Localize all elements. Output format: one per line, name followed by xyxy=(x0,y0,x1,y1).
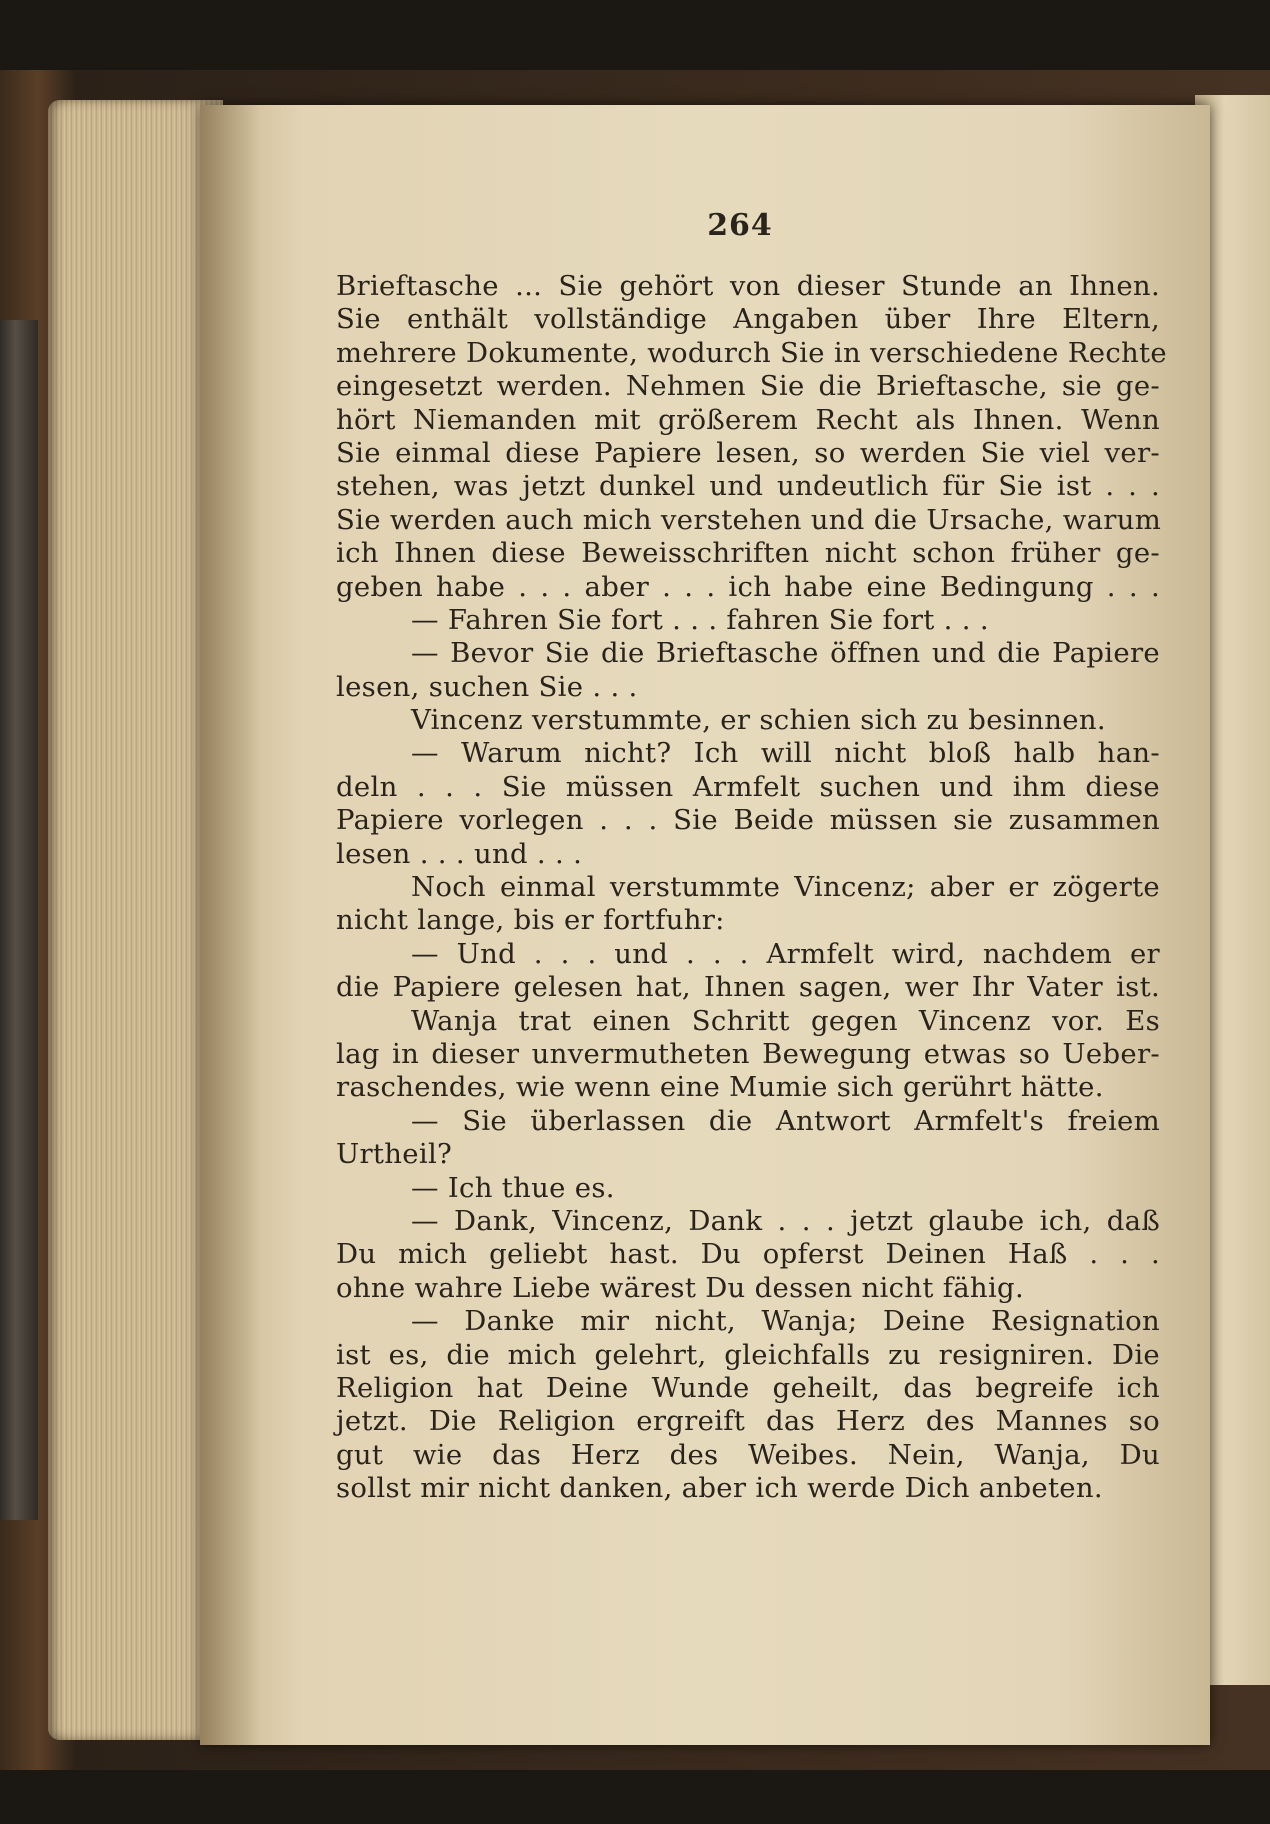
page-edges xyxy=(48,100,223,1740)
text-line: — Danke mir nicht, Wanja; Deine Resignation xyxy=(411,1305,1160,1338)
text-line: hört Niemanden mit größerem Recht als Ihnen. Wenn xyxy=(336,403,1160,436)
text-line: gut wie das Herz des Weibes. Nein, Wanja, Du xyxy=(336,1438,1160,1471)
text-line: — Ich thue es. xyxy=(411,1171,615,1204)
text-line: nicht lange, bis er fortfuhr: xyxy=(336,904,725,937)
text-line: die Papiere gelesen hat, Ihnen sagen, wer Ihr Vater ist. xyxy=(336,971,1160,1004)
text-line: lesen, suchen Sie . . . xyxy=(336,670,638,703)
worn-spine xyxy=(0,320,38,1520)
text-line: jetzt. Die Religion ergreift das Herz des Mannes so xyxy=(336,1405,1160,1438)
text-line: lesen . . . und . . . xyxy=(336,837,583,870)
text-line: eingesetzt werden. Nehmen Sie die Brieftasche, sie ge- xyxy=(336,370,1160,403)
text-line: geben habe . . . aber . . . ich habe eine Bedingung . . . xyxy=(336,570,1160,603)
text-line: — Warum nicht? Ich will nicht bloß halb han- xyxy=(411,737,1160,770)
text-line: sollst mir nicht danken, aber ich werde Dich anbeten. xyxy=(336,1472,1103,1505)
text-line: mehrere Dokumente, wodurch Sie in verschiedene Rechte xyxy=(336,336,1167,369)
text-line: Sie einmal diese Papiere lesen, so werden Sie viel ver- xyxy=(336,436,1160,469)
text-line: Wanja trat einen Schritt gegen Vincenz vor. Es xyxy=(411,1004,1160,1037)
text-line: Noch einmal verstummte Vincenz; aber er zögerte xyxy=(411,871,1160,904)
text-line: — Fahren Sie fort . . . fahren Sie fort . . . xyxy=(411,603,989,636)
text-line: ich Ihnen diese Beweisschriften nicht schon früher ge- xyxy=(336,537,1160,570)
text-line: ohne wahre Liebe wärest Du dessen nicht fähig. xyxy=(336,1271,1024,1304)
text-line: Du mich geliebt hast. Du opferst Deinen Haß . . . xyxy=(336,1238,1160,1271)
text-line: Vincenz verstummte, er schien sich zu besinnen. xyxy=(411,704,1106,737)
text-line: Sie enthält vollständige Angaben über Ihre Eltern, xyxy=(336,303,1160,336)
text-line: — Und . . . und . . . Armfelt wird, nachdem er xyxy=(411,937,1160,970)
gutter-shadow xyxy=(200,105,260,1745)
text-line: deln . . . Sie müssen Armfelt suchen und ihm diese xyxy=(336,770,1160,803)
text-line: Sie werden auch mich verstehen und die Ursache, warum xyxy=(336,503,1162,536)
text-line: lag in dieser unvermutheten Bewegung etwas so Ueber- xyxy=(336,1037,1160,1070)
text-line: — Dank, Vincenz, Dank . . . jetzt glaube ich, daß xyxy=(411,1204,1160,1237)
text-line: Religion hat Deine Wunde geheilt, das begreife ich xyxy=(336,1371,1160,1404)
text-line: — Bevor Sie die Brieftasche öffnen und die Papiere xyxy=(411,637,1160,670)
text-line: Urtheil? xyxy=(336,1138,453,1171)
body-text xyxy=(336,270,1167,1505)
text-line: raschendes, wie wenn eine Mumie sich gerührt hätte. xyxy=(336,1071,1104,1104)
text-line: stehen, was jetzt dunkel und undeutlich für Sie ist . . . xyxy=(336,470,1160,503)
page-number: 264 xyxy=(707,208,773,243)
text-line: Brieftasche ... Sie gehört von dieser Stunde an Ihnen. xyxy=(336,270,1160,302)
text-line: ist es, die mich gelehrt, gleichfalls zu resigniren. Die xyxy=(336,1338,1160,1371)
text-line: — Sie überlassen die Antwort Armfelt's freiem xyxy=(411,1104,1160,1137)
text-line: Papiere vorlegen . . . Sie Beide müssen sie zusammen xyxy=(336,804,1160,837)
